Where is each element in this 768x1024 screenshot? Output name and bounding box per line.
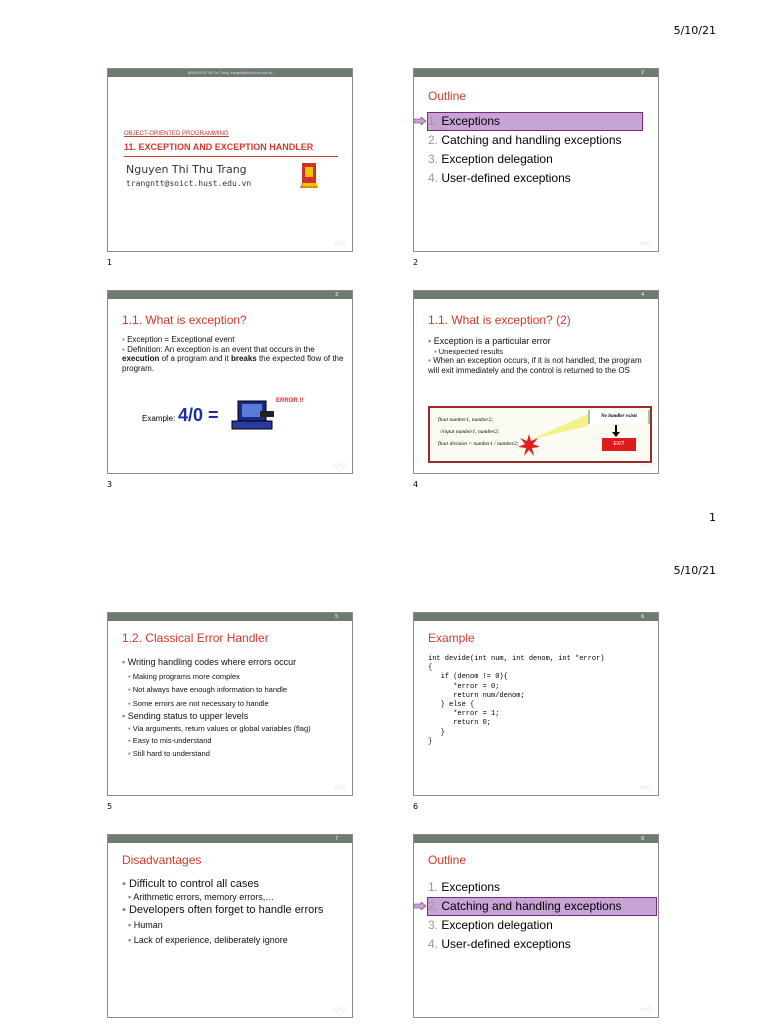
outline-item: 1. Exceptions bbox=[428, 880, 501, 894]
code-block: int devide(int num, int denom, int *error) { if (denom != 0){ *error = 0; return num/denom; } else { *error = 1; return 0; } } bbox=[428, 655, 605, 746]
slide-title: 1.1. What is exception? bbox=[122, 313, 247, 327]
page1-number: 1 bbox=[709, 511, 716, 524]
slide-header-bar bbox=[414, 291, 658, 299]
slide-title: 1.1. What is exception? (2) bbox=[428, 313, 571, 327]
sub-bullet: ▪ Unexpected results bbox=[434, 346, 503, 356]
sub-bullet: ▪ Not always have enough information to handle bbox=[128, 685, 288, 694]
sub-bullet: ▪ Via arguments, return values or global variables (flag) bbox=[128, 723, 311, 733]
slide-bar-number: 6 bbox=[641, 614, 644, 620]
outline-item: 1. Exceptions bbox=[428, 114, 501, 128]
callout-beam bbox=[530, 412, 590, 442]
outline-item: 2. Catching and handling exceptions bbox=[428, 133, 622, 147]
bullet-list bbox=[122, 335, 344, 373]
bullet: ▪ Sending status to upper levels bbox=[122, 711, 249, 721]
slide-bar-number: 8 bbox=[641, 836, 644, 842]
callout-text: No handler exists bbox=[600, 414, 638, 419]
slide-number-1: 1 bbox=[107, 258, 113, 267]
example-label: Example: bbox=[142, 414, 176, 423]
code-line: float division = number1 / number2; bbox=[438, 441, 519, 447]
author-name: Nguyen Thi Thu Trang bbox=[126, 163, 247, 176]
watermark: ▭◇ bbox=[640, 462, 652, 469]
sub-bullet: ▪ Still hard to understand bbox=[128, 749, 210, 758]
bullet: ▪ Exception = Exceptional event bbox=[122, 335, 235, 344]
slide-title: Outline bbox=[428, 89, 467, 103]
exit-box: EXIT bbox=[602, 438, 636, 451]
sub-bullet: ▪ Lack of experience, deliberately ignore bbox=[128, 935, 288, 945]
slide-bar-number: 4 bbox=[641, 292, 644, 298]
right-arrow-icon bbox=[414, 902, 426, 910]
slide-title: 1.2. Classical Error Handler bbox=[122, 631, 269, 645]
slide-bar-number: 7 bbox=[335, 836, 338, 842]
callout-box bbox=[588, 410, 650, 424]
bullet: ▪ Definition: An exception is an event that occurs in the execution of a program and it breaks the expected flow of the program. bbox=[122, 344, 344, 373]
sub-bullet: ▪ Some errors are not necessary to handle bbox=[128, 698, 269, 708]
outline-item: 2. Catching and handling exceptions bbox=[428, 899, 622, 913]
sub-bullet: ▪ Easy to mis-understand bbox=[128, 735, 212, 745]
example-expression: 4/0 = bbox=[178, 405, 219, 425]
slide-bar-number: 2 bbox=[641, 70, 644, 76]
page1-date: 5/10/21 bbox=[673, 24, 716, 37]
slide-2 bbox=[413, 68, 659, 252]
outline-list bbox=[428, 878, 622, 954]
slide-number-3: 3 bbox=[107, 480, 113, 489]
slide-header-bar bbox=[414, 69, 658, 77]
slide-header-bar bbox=[414, 835, 658, 843]
slide-title: Disadvantages bbox=[122, 853, 202, 867]
slide-title: Outline bbox=[428, 853, 467, 867]
bullet: ▪ Exception is a particular error bbox=[428, 336, 551, 346]
error-text: ERROR !! bbox=[276, 398, 304, 404]
slide-8 bbox=[413, 834, 659, 1018]
watermark: ▭◇ bbox=[334, 462, 346, 469]
down-arrow-icon bbox=[612, 425, 620, 437]
slide-title: Example bbox=[428, 631, 475, 645]
logo-text: BÁCH KHOA bbox=[300, 185, 318, 189]
outline-item: 3. Exception delegation bbox=[428, 918, 553, 932]
slide-number-6: 6 bbox=[413, 802, 419, 811]
outline-item: 3. Exception delegation bbox=[428, 152, 553, 166]
code-line: //input number1, number2; bbox=[440, 429, 500, 435]
computer-icon bbox=[230, 399, 280, 433]
slide-3 bbox=[107, 290, 353, 474]
lecture-title: 11. EXCEPTION AND EXCEPTION HANDLER bbox=[124, 142, 314, 152]
watermark: ▭◇ bbox=[640, 1006, 652, 1013]
outline-list bbox=[428, 112, 622, 188]
author-email: trangntt@soict.hust.edu.vn bbox=[126, 179, 252, 188]
slide-bar-number: 3 bbox=[335, 292, 338, 298]
bullet-list bbox=[122, 878, 344, 947]
slide-6 bbox=[413, 612, 659, 796]
bullet: ▪ Difficult to control all cases bbox=[122, 878, 259, 890]
slide-number-5: 5 bbox=[107, 802, 113, 811]
slide-header-text: @NGUYEN Thi Thu Trang, trangntt@soict.hust.edu.vn bbox=[187, 71, 273, 75]
slide-7 bbox=[107, 834, 353, 1018]
right-arrow-icon bbox=[414, 117, 426, 125]
slide-number-2: 2 bbox=[413, 258, 419, 267]
page2-date: 5/10/21 bbox=[673, 564, 716, 577]
bullet: ▪ When an exception occurs, if it is not handled, the program will exit immediately and the control is returned to the OS bbox=[428, 356, 642, 375]
bullet-list bbox=[122, 656, 344, 761]
code-line: float number1, number2; bbox=[438, 417, 494, 423]
code-figure bbox=[428, 406, 652, 463]
watermark: ▭◇ bbox=[640, 784, 652, 791]
slide-header-bar bbox=[108, 835, 352, 843]
bullet-list bbox=[428, 337, 650, 375]
watermark: ▭◇ bbox=[334, 784, 346, 791]
outline-item: 4. User-defined exceptions bbox=[428, 171, 571, 185]
slide-header-bar bbox=[108, 291, 352, 299]
course-label: OBJECT-ORIENTED PROGRAMMING bbox=[124, 131, 229, 137]
sub-bullet: ▪ Arithmetic errors, memory errors,… bbox=[128, 892, 275, 902]
slide-number-4: 4 bbox=[413, 480, 419, 489]
watermark: ▭◇ bbox=[640, 240, 652, 247]
watermark: ▭◇ bbox=[334, 240, 346, 247]
outline-item: 4. User-defined exceptions bbox=[428, 937, 571, 951]
title-rule bbox=[124, 156, 338, 157]
watermark: ▭◇ bbox=[334, 1006, 346, 1013]
sub-bullet: ▪ Making programs more complex bbox=[128, 671, 240, 681]
slide-4 bbox=[413, 290, 659, 474]
sub-bullet: ▪ Human bbox=[128, 920, 163, 930]
bullet: ▪ Writing handling codes where errors occur bbox=[122, 657, 297, 667]
slide-bar-number: 5 bbox=[335, 614, 338, 620]
slide-header-bar bbox=[108, 613, 352, 621]
slide-1 bbox=[107, 68, 353, 252]
slide-header-bar bbox=[108, 69, 352, 77]
slide-5 bbox=[107, 612, 353, 796]
slide-header-bar bbox=[414, 613, 658, 621]
bullet: ▪ Developers often forget to handle errors bbox=[122, 904, 324, 916]
